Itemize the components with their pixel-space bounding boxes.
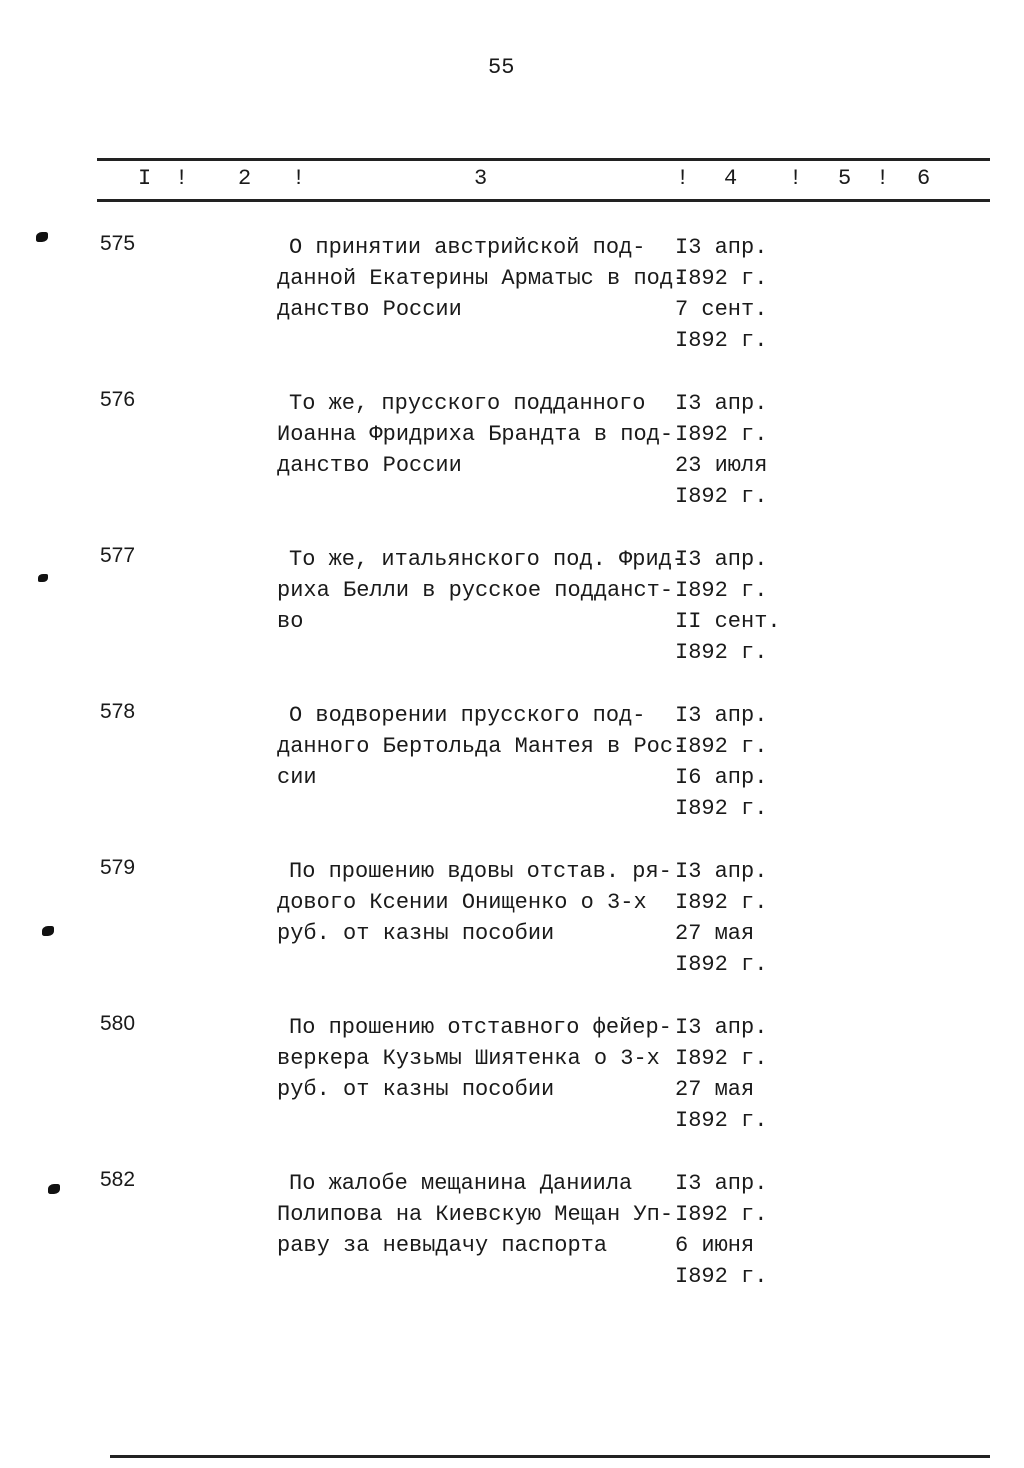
description-line: данной Екатерины Арматыс в под- — [277, 266, 687, 291]
date-line: I892 г. — [675, 796, 768, 821]
date-line: I3 апр. — [675, 547, 768, 572]
description-line: По жалобе мещанина Даниила — [289, 1171, 633, 1196]
bottom-rule — [110, 1455, 990, 1458]
date-line: I892 г. — [675, 952, 768, 977]
date-line: I892 г. — [675, 578, 768, 603]
page-number: 55 — [488, 55, 515, 80]
table-row — [0, 1168, 1024, 1308]
description-line: По прошению отставного фейер- — [289, 1015, 672, 1040]
entry-number: 580 — [100, 1012, 136, 1035]
entry-number: 577 — [100, 544, 136, 567]
column-header: 5 — [838, 166, 852, 191]
entry-dates — [675, 700, 767, 824]
entry-dates — [675, 856, 767, 980]
date-line: I892 г. — [675, 422, 768, 447]
date-line: 27 мая — [675, 1077, 755, 1102]
entry-description — [277, 700, 686, 793]
date-line: I892 г. — [675, 1046, 768, 1071]
date-line: 27 мая — [675, 921, 755, 946]
column-header: 3 — [474, 166, 488, 191]
entry-number: 582 — [100, 1168, 136, 1191]
column-separator: ! — [876, 166, 890, 191]
punch-hole-mark — [36, 232, 48, 242]
description-line: По прошению вдовы отстав. ря- — [289, 859, 672, 884]
date-line: I3 апр. — [675, 1015, 768, 1040]
date-line: I3 апр. — [675, 1171, 768, 1196]
column-header: 6 — [917, 166, 931, 191]
table-top-rule — [97, 158, 990, 161]
entry-description — [277, 232, 686, 325]
description-line: сии — [277, 765, 317, 790]
table-row — [0, 232, 1024, 372]
column-header: I — [138, 166, 152, 191]
column-header: 2 — [238, 166, 252, 191]
table-row — [0, 1012, 1024, 1152]
description-line: Полипова на Киевскую Мещан Уп- — [277, 1202, 674, 1227]
description-line: То же, итальянского под. Фрид- — [289, 547, 686, 572]
table-row — [0, 388, 1024, 528]
entry-dates — [675, 1012, 767, 1136]
date-line: 6 июня — [675, 1233, 755, 1258]
table-row — [0, 544, 1024, 684]
column-separator: ! — [175, 166, 189, 191]
description-line: Иоанна Фридриха Брандта в под- — [277, 422, 674, 447]
description-line: риха Белли в русское подданст- — [277, 578, 674, 603]
description-line: дового Ксении Онищенко о 3-х — [277, 890, 647, 915]
entry-dates — [675, 1168, 767, 1292]
date-line: I892 г. — [675, 266, 768, 291]
date-line: II сент. — [675, 609, 781, 634]
date-line: 23 июля — [675, 453, 768, 478]
punch-hole-mark — [38, 574, 48, 582]
column-separator: ! — [789, 166, 803, 191]
date-line: I892 г. — [675, 1202, 768, 1227]
entry-number: 576 — [100, 388, 136, 411]
column-header: 4 — [724, 166, 738, 191]
description-line: веркера Кузьмы Шиятенка о 3-х — [277, 1046, 660, 1071]
date-line: I3 апр. — [675, 703, 768, 728]
description-line: раву за невыдачу паспорта — [277, 1233, 608, 1258]
table-header-rule — [97, 199, 990, 202]
punch-hole-mark — [42, 926, 54, 936]
table-row — [0, 700, 1024, 840]
entry-number: 579 — [100, 856, 136, 879]
description-line: То же, прусского подданного — [289, 391, 646, 416]
description-line: во — [277, 609, 304, 634]
date-line: I3 апр. — [675, 235, 768, 260]
punch-hole-mark — [48, 1184, 60, 1194]
date-line: I892 г. — [675, 328, 768, 353]
entry-dates — [675, 232, 767, 356]
date-line: I892 г. — [675, 640, 768, 665]
entry-description — [277, 388, 673, 481]
entry-description — [277, 544, 685, 637]
date-line: I892 г. — [675, 890, 768, 915]
date-line: I6 апр. — [675, 765, 768, 790]
entry-dates — [675, 388, 767, 512]
date-line: I892 г. — [675, 1264, 768, 1289]
column-separator: ! — [676, 166, 690, 191]
entry-description — [277, 1012, 672, 1105]
column-separator: ! — [292, 166, 306, 191]
description-line: О водворении прусского под- — [289, 703, 646, 728]
description-line: руб. от казны пособии — [277, 1077, 555, 1102]
description-line: данство России — [277, 297, 462, 322]
description-line: О принятии австрийской под- — [289, 235, 646, 260]
table-row — [0, 856, 1024, 996]
description-line: данство России — [277, 453, 462, 478]
date-line: 7 сент. — [675, 297, 768, 322]
description-line: данного Бертольда Мантея в Рос- — [277, 734, 687, 759]
description-line: руб. от казны пособии — [277, 921, 555, 946]
date-line: I3 апр. — [675, 859, 768, 884]
date-line: I892 г. — [675, 734, 768, 759]
entry-description — [277, 1168, 673, 1261]
entry-number: 575 — [100, 232, 136, 255]
date-line: I3 апр. — [675, 391, 768, 416]
entry-description — [277, 856, 672, 949]
entry-number: 578 — [100, 700, 136, 723]
entry-dates — [675, 544, 781, 668]
date-line: I892 г. — [675, 1108, 768, 1133]
date-line: I892 г. — [675, 484, 768, 509]
